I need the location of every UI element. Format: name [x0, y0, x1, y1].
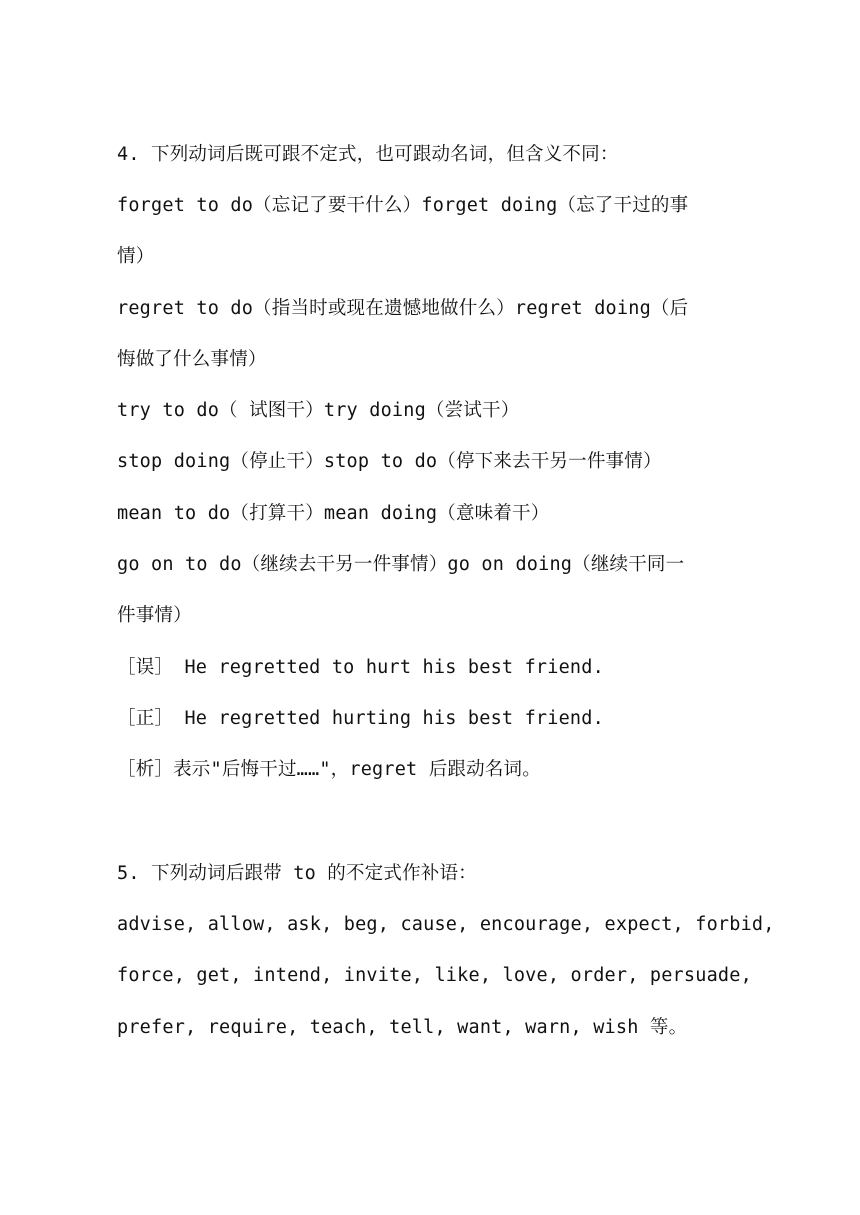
section-4-line-8: go on to do（继续去干另一件事情）go on doing（继续干同一	[117, 554, 685, 575]
section-4-line-6: stop doing（停止干）stop to do（停下来去干另一件事情）	[117, 451, 662, 472]
example-analysis: ［析］表示"后悔干过……"，regret 后跟动名词。	[117, 759, 541, 780]
example-wrong: ［误］ He regretted to hurt his best friend.	[117, 657, 604, 678]
section-5-line-1: advise, allow, ask, beg, cause, encourage, expect, forbid,	[117, 914, 775, 935]
section-5-line-3: prefer, require, teach, tell, want, warn, wish 等。	[117, 1017, 688, 1038]
section-4-line-3: regret to do（指当时或现在遗憾地做什么）regret doing（后	[117, 298, 689, 319]
section-4-line-1: forget to do（忘记了要干什么）forget doing（忘了干过的事	[117, 195, 689, 216]
section-4-line-4: 悔做了什么事情）	[117, 349, 267, 370]
section-5-heading: 5. 下列动词后跟带 to 的不定式作补语：	[117, 863, 477, 884]
section-4-line-2: 情）	[117, 246, 155, 267]
example-correct: ［正］ He regretted hurting his best friend.	[117, 708, 604, 729]
section-5-line-2: force, get, intend, invite, like, love, order, persuade,	[117, 965, 752, 986]
section-4-line-7: mean to do（打算干）mean doing（意味着干）	[117, 503, 550, 524]
section-4-heading: 4. 下列动词后既可跟不定式，也可跟动名词，但含义不同：	[117, 144, 619, 165]
section-4-line-9: 件事情）	[117, 605, 192, 626]
section-4-line-5: try to do（ 试图干）try doing（尝试干）	[117, 400, 520, 421]
